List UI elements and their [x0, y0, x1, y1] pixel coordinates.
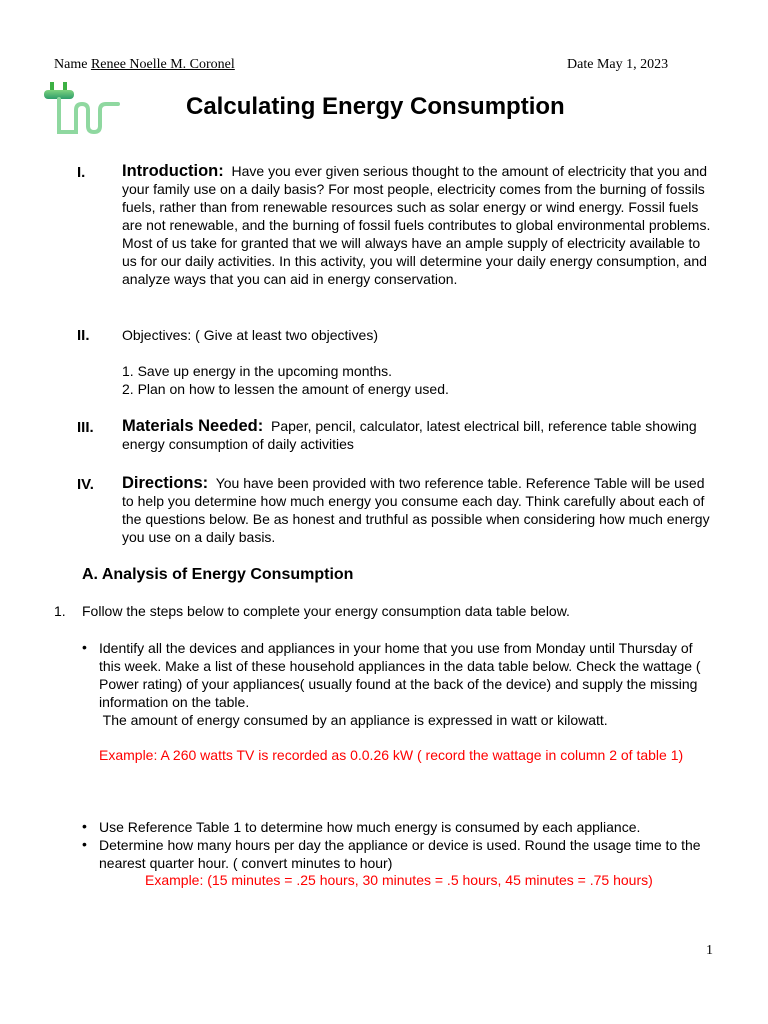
intro-body: Have you ever given serious thought to the amount of electricity that you and your family use on a daily basis? For most people, electricity comes from the burning of fossils fuels, rather than from renewable resources such as solar energy or wind energy. Fossil fuels are not renewable, and the burning of fossil fuels contributes to global environmental problems. Most of us take for granted that we will always have an ample supply of electricity available to us for our daily activities. In this activity, you will determine your daily energy consumption, and analyze ways that you can aid in energy conservation.	[122, 163, 711, 287]
date-value: May 1, 2023	[596, 57, 669, 72]
numeral-directions: IV.	[77, 476, 94, 493]
objective-item-1: 1. Save up energy in the upcoming months.	[122, 363, 393, 379]
numeral-objectives: II.	[77, 327, 90, 344]
step-text: Follow the steps below to complete your energy consumption data table below.	[82, 603, 570, 619]
bullet-1-text	[99, 639, 711, 729]
step-number: 1.	[54, 603, 66, 619]
directions-heading: Directions:	[122, 474, 209, 492]
materials-paragraph	[122, 417, 718, 453]
bullet-2-text: Use Reference Table 1 to determine how much energy is consumed by each appliance.	[99, 819, 641, 835]
intro-heading: Introduction:	[122, 162, 224, 180]
objectives-heading: Objectives: ( Give at least two objectives)	[122, 327, 378, 343]
materials-body: Paper, pencil, calculator, latest electrical bill, reference table showing energy consumption of daily activities	[122, 418, 697, 452]
numeral-intro: I.	[77, 164, 86, 181]
directions-body: You have been provided with two reference table. Reference Table will be used to help you determine how much energy you consume each day. Think carefully about each of the questions below. Be as honest and truthful as possible when considering how much energy you use on a daily basis.	[122, 475, 710, 545]
cord-icon	[59, 99, 118, 132]
intro-paragraph	[122, 162, 718, 288]
name-label: Name	[54, 57, 88, 72]
name-line	[54, 57, 235, 73]
example-2: Example: (15 minutes = .25 hours, 30 minutes = .5 hours, 45 minutes = .75 hours)	[145, 872, 653, 888]
example-1: Example: A 260 watts TV is recorded as 0.0.26 kW ( record the wattage in column 2 of table 1)	[99, 747, 684, 763]
date-label: Date	[567, 57, 594, 72]
page-title: Calculating Energy Consumption	[186, 93, 565, 120]
energy-plug-logo	[42, 80, 122, 138]
bullet-icon: •	[82, 836, 87, 852]
directions-paragraph	[122, 474, 718, 546]
student-name: Renee Noelle M. Coronel	[90, 57, 235, 72]
numeral-materials: III.	[77, 419, 94, 436]
bullet-3-text: Determine how many hours per day the appliance or device is used. Round the usage time to the nearest quarter hour. ( convert minutes to hour)	[99, 837, 701, 871]
bullet-1-body: Identify all the devices and appliances in your home that you use from Monday until Thursday of this week. Make a list of these household appliances in the data table below. Check the wattage ( Power rating) of your appliances( usually found at the back of the device) and supply the missing information on the table.	[99, 640, 701, 710]
materials-heading: Materials Needed:	[122, 417, 264, 435]
plug-prong-right-icon	[63, 82, 67, 91]
plug-prong-left-icon	[50, 82, 54, 91]
page-number: 1	[706, 943, 713, 958]
bullet-icon: •	[82, 818, 87, 834]
objective-item-2: 2. Plan on how to lessen the amount of energy used.	[122, 381, 449, 397]
analysis-heading: A. Analysis of Energy Consumption	[82, 566, 354, 583]
bullet-icon: •	[82, 639, 87, 655]
date-line	[567, 57, 668, 73]
bullet-1-note: The amount of energy consumed by an appliance is expressed in watt or kilowatt.	[99, 712, 608, 728]
